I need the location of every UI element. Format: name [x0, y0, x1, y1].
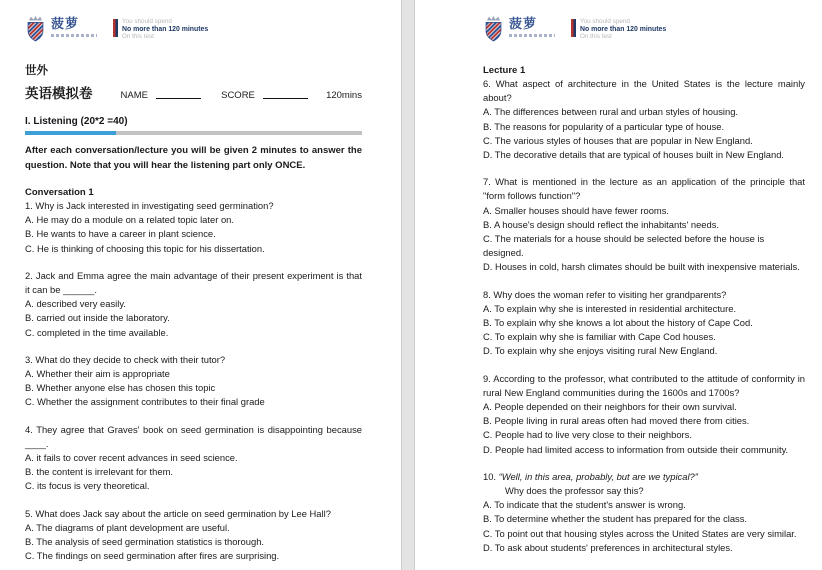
- brand-text: [509, 14, 555, 37]
- brand-header: [483, 14, 805, 52]
- question: [25, 507, 362, 564]
- page-right-content: [415, 0, 822, 555]
- question-option: C. The findings on seed germination after fires are surprising.: [25, 550, 280, 562]
- question-option: A. The diagrams of plant development are useful.: [25, 521, 230, 533]
- question-option: B. The analysis of seed germination statistics is thorough.: [25, 536, 265, 548]
- section-bar: [25, 131, 362, 135]
- question-stem-line: [483, 470, 805, 484]
- question-option: A. Smaller houses should have fewer rooms.: [483, 204, 670, 216]
- question-option: B. To explain why she knows a lot about the history of Cape Cod.: [483, 317, 753, 329]
- question-option: A. To explain why she is interested in residential architecture.: [483, 302, 737, 314]
- page-gap: [401, 0, 415, 570]
- question-option: C. The various styles of houses that are popular in New England.: [483, 134, 753, 146]
- brand-name: 菠萝: [509, 16, 538, 31]
- question-stem-line: 1. Why is Jack interested in investigating seed germination?: [25, 200, 274, 211]
- page-left: [0, 0, 401, 570]
- question-option: D. Houses in cold, harsh climates should be built with inexpensive materials.: [483, 261, 800, 273]
- question-stem: [25, 423, 362, 451]
- score-blank-line: [263, 98, 308, 99]
- time-note-text: [122, 19, 208, 41]
- logo-tagline: [51, 34, 97, 37]
- question-option: B. He wants to have a career in plant science.: [25, 228, 216, 240]
- school-name: 世外: [25, 65, 48, 77]
- time-note-line2: No more than 120 minutes: [122, 26, 209, 34]
- section-bar-fill: [25, 131, 116, 135]
- question: [483, 372, 805, 457]
- question-option: C. To point out that housing styles across the United States are very similar.: [483, 527, 797, 539]
- question-option: D. To explain why she enjoys visiting rural New England.: [483, 345, 718, 357]
- time-note-line2: No more than 120 minutes: [580, 26, 667, 34]
- question-options: [25, 451, 362, 494]
- question-options: [483, 105, 805, 162]
- duration-label: 120mins: [326, 90, 362, 101]
- question: [483, 77, 805, 162]
- question-options: [25, 297, 362, 340]
- question-option: C. completed in the time available.: [25, 326, 169, 338]
- question: [25, 353, 362, 410]
- brand-logo: [483, 14, 555, 42]
- question-option: C. Whether the assignment contributes to their final grade: [25, 396, 265, 408]
- logo-tagline: [509, 34, 555, 37]
- time-note-line3: On this test: [122, 33, 154, 41]
- question-option: C. People had to live very close to their neighbors.: [483, 429, 692, 441]
- question-stem-line: 5. What does Jack say about the article on seed germination by Lee Hall?: [25, 507, 331, 519]
- page-left-content: [0, 0, 401, 563]
- conversation-heading: Conversation 1: [25, 187, 94, 198]
- question-option: D. To ask about students' preferences in architectural styles.: [483, 541, 733, 553]
- question-options: [25, 213, 362, 256]
- question-stem: [483, 77, 805, 105]
- paper-title: 英语模拟卷: [25, 86, 93, 101]
- brand-text: [51, 14, 97, 37]
- question-list: [483, 77, 805, 555]
- question-stem: [25, 507, 362, 521]
- question-stem: [483, 372, 805, 400]
- name-blank-line: [156, 98, 201, 99]
- question-option: C. its focus is very theoretical.: [25, 480, 150, 492]
- brand-name: 菠萝: [51, 16, 80, 31]
- question-number: 10.: [483, 470, 499, 482]
- question-stem: [25, 269, 362, 297]
- section-heading: I. Listening (20*2 =40): [25, 116, 128, 127]
- question-option: B. Whether anyone else has chosen this topic: [25, 382, 216, 394]
- question-option: A. The differences between rural and urban styles of housing.: [483, 106, 739, 118]
- question-option: A. To indicate that the student's answer is wrong.: [483, 499, 686, 511]
- page-right: [415, 0, 822, 570]
- question-option: C. The materials for a house should be selected before the house is designed.: [483, 233, 765, 259]
- question-options: [483, 204, 805, 275]
- question-options: [483, 302, 805, 359]
- question: [25, 269, 362, 340]
- question-stem-line: 9. According to the professor, what contributed to the attitude of conformity in rural New England communities during the 1600s and 1700s?: [483, 372, 805, 398]
- question-quote: “Well, in this area, probably, but are we typical?”: [498, 470, 698, 482]
- question-option: A. He may do a module on a related topic later on.: [25, 214, 234, 226]
- score-label: SCORE: [221, 90, 255, 101]
- question-stem: [483, 288, 805, 302]
- shield-logo-icon: [483, 14, 504, 42]
- question-stem: [483, 175, 805, 203]
- question-option: B. To determine whether the student has prepared for the class.: [483, 513, 748, 525]
- question-option: A. it fails to cover recent advances in seed science.: [25, 452, 238, 464]
- title-row: [25, 85, 362, 102]
- question-stem-line: 2. Jack and Emma agree the main advantage of their present experiment is that it can be ______.: [25, 269, 362, 296]
- time-accent-bar-icon: [571, 19, 576, 37]
- question-option: B. The reasons for popularity of a particular type of house.: [483, 120, 725, 132]
- time-note: [113, 19, 208, 41]
- question: [25, 199, 362, 256]
- time-note: [571, 19, 666, 41]
- question-stem-line: 6. What aspect of architecture in the United States is the lecture mainly about?: [483, 78, 805, 104]
- question-option: D. People had limited access to information from outside their community.: [483, 443, 789, 455]
- question-stem: [25, 353, 362, 367]
- lecture-heading: Lecture 1: [483, 65, 526, 76]
- time-note-line1: You should spend: [122, 18, 172, 25]
- brand-logo: [25, 14, 97, 42]
- question-stem: [25, 199, 362, 213]
- time-note-line3: On this test: [580, 33, 612, 41]
- instructions: After each conversation/lecture you will be given 2 minutes to answer the question. Note that you will hear the listening part only ONCE.: [25, 145, 362, 171]
- question-stem: [483, 470, 805, 498]
- question-stem-line: 8. Why does the woman refer to visiting her grandparents?: [483, 288, 727, 300]
- question-option: B. People living in rural areas often had moved there from cities.: [483, 415, 750, 427]
- question-option: C. To explain why she is familiar with Cape Cod houses.: [483, 331, 716, 343]
- name-label: NAME: [120, 90, 148, 101]
- question: [483, 288, 805, 359]
- question: [483, 175, 805, 274]
- time-accent-bar-icon: [113, 19, 118, 37]
- question-option: C. He is thinking of choosing this topic for his dissertation.: [25, 242, 265, 254]
- question-list: [25, 199, 362, 563]
- question-option: A. People depended on their neighbors for their own survival.: [483, 401, 737, 413]
- shield-logo-icon: [25, 14, 46, 42]
- question-option: B. A house's design should reflect the inhabitants' needs.: [483, 218, 720, 230]
- time-note-line1: You should spend: [580, 18, 630, 25]
- question-stem-line: 7. What is mentioned in the lecture as an application of the principle that "form follows function"?: [483, 176, 805, 202]
- question-options: [483, 498, 805, 555]
- question-stem-line: 4. They agree that Graves' book on seed germination is disappointing because ____.: [25, 423, 362, 449]
- question-options: [483, 400, 805, 457]
- question-options: [25, 521, 362, 564]
- question-option: B. carried out inside the laboratory.: [25, 312, 170, 324]
- question-option: A. Whether their aim is appropriate: [25, 368, 170, 380]
- brand-header: [25, 14, 362, 52]
- question-option: B. the content is irrelevant for them.: [25, 466, 173, 478]
- time-note-text: [580, 19, 666, 41]
- question-stem-line: Why does the professor say this?: [505, 485, 644, 497]
- question-options: [25, 367, 362, 410]
- question: [483, 470, 805, 555]
- question-option: A. described very easily.: [25, 298, 126, 310]
- question-option: D. The decorative details that are typical of houses built in New England.: [483, 149, 785, 161]
- question-stem-line: 3. What do they decide to check with their tutor?: [25, 353, 226, 365]
- question: [25, 423, 362, 494]
